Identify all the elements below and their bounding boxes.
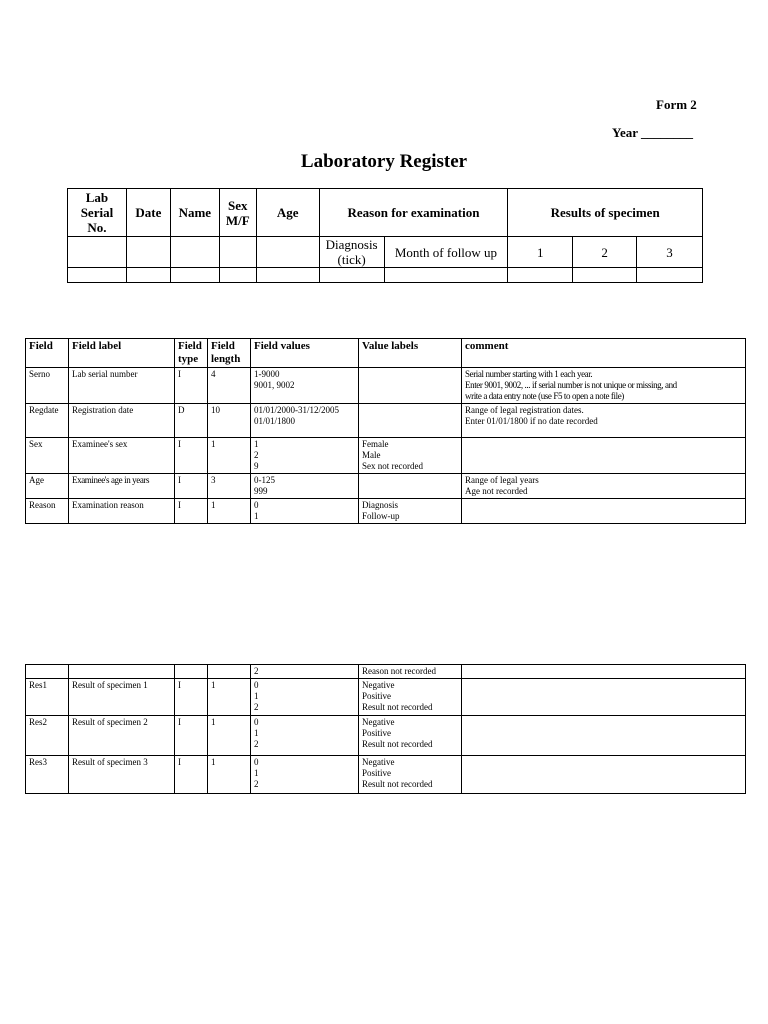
cell-field bbox=[26, 665, 69, 679]
col-lab-serial: Lab Serial No. bbox=[68, 189, 127, 237]
cell-value-labels: Reason not recorded bbox=[359, 665, 462, 679]
cell-field: Serno bbox=[26, 368, 69, 404]
sub-result-1: 1 bbox=[508, 237, 573, 268]
col-date: Date bbox=[126, 189, 170, 237]
register-cell[interactable] bbox=[573, 268, 637, 283]
cell-length: 1 bbox=[208, 716, 251, 756]
cell-values: 0 1 2 bbox=[251, 716, 359, 756]
table-row bbox=[26, 756, 746, 794]
cell-value-labels: Negative Positive Result not recorded bbox=[359, 679, 462, 716]
cell-value-labels: Negative Positive Result not recorded bbox=[359, 756, 462, 794]
cell-length: 1 bbox=[208, 679, 251, 716]
cell-type: I bbox=[175, 499, 208, 524]
register-cell[interactable] bbox=[126, 268, 170, 283]
register-cell[interactable] bbox=[170, 237, 219, 268]
header-value-labels: Value labels bbox=[359, 339, 462, 368]
table-row bbox=[26, 679, 746, 716]
table-row bbox=[26, 474, 746, 499]
cell-type: I bbox=[175, 368, 208, 404]
cell-field: Regdate bbox=[26, 404, 69, 438]
cell-values: 1-9000 9001, 9002 bbox=[251, 368, 359, 404]
cell-comment: Range of legal years Age not recorded bbox=[462, 474, 746, 499]
cell-field: Age bbox=[26, 474, 69, 499]
cell-value-labels bbox=[359, 474, 462, 499]
cell-value-labels bbox=[359, 404, 462, 438]
sub-result-2: 2 bbox=[573, 237, 637, 268]
register-cell[interactable] bbox=[170, 268, 219, 283]
header-field-label: Field label bbox=[69, 339, 175, 368]
form-number: Form 2 bbox=[656, 97, 697, 112]
cell-label: Result of specimen 3 bbox=[69, 756, 175, 794]
cell-field: Reason bbox=[26, 499, 69, 524]
cell-length: 1 bbox=[208, 499, 251, 524]
register-cell[interactable] bbox=[319, 268, 384, 283]
register-cell[interactable] bbox=[637, 268, 703, 283]
col-name: Name bbox=[170, 189, 219, 237]
cell-label: Result of specimen 2 bbox=[69, 716, 175, 756]
col-reason: Reason for examination bbox=[319, 189, 508, 237]
cell-field: Res1 bbox=[26, 679, 69, 716]
cell-field: Sex bbox=[26, 438, 69, 474]
cell-comment bbox=[462, 716, 746, 756]
cell-value-labels bbox=[359, 368, 462, 404]
cell-label bbox=[69, 665, 175, 679]
register-cell[interactable] bbox=[68, 237, 127, 268]
cell-type: I bbox=[175, 716, 208, 756]
table-row bbox=[26, 368, 746, 404]
cell-label: Examination reason bbox=[69, 499, 175, 524]
header-field-type: Field type bbox=[175, 339, 208, 368]
sub-diagnosis: Diagnosis (tick) bbox=[319, 237, 384, 268]
table-row bbox=[26, 499, 746, 524]
cell-label: Examinee's sex bbox=[69, 438, 175, 474]
cell-label: Lab serial number bbox=[69, 368, 175, 404]
register-cell[interactable] bbox=[256, 237, 319, 268]
cell-comment: Serial number starting with 1 each year. Enter 9001, 9002, ... if serial number is not unique or missing, and write a data entry note (use F5 to open a note file) bbox=[462, 368, 746, 404]
cell-length: 1 bbox=[208, 756, 251, 794]
cell-length bbox=[208, 665, 251, 679]
header-field-values: Field values bbox=[251, 339, 359, 368]
register-cell[interactable] bbox=[219, 268, 256, 283]
col-results: Results of specimen bbox=[508, 189, 703, 237]
cell-type bbox=[175, 665, 208, 679]
sub-month-follow-up: Month of follow up bbox=[384, 237, 508, 268]
cell-comment bbox=[462, 665, 746, 679]
header-field: Field bbox=[26, 339, 69, 368]
cell-value-labels: Negative Positive Result not recorded bbox=[359, 716, 462, 756]
cell-type: D bbox=[175, 404, 208, 438]
cell-label: Result of specimen 1 bbox=[69, 679, 175, 716]
register-cell[interactable] bbox=[508, 268, 573, 283]
cell-value-labels: Female Male Sex not recorded bbox=[359, 438, 462, 474]
cell-type: I bbox=[175, 438, 208, 474]
codebook-table bbox=[25, 338, 746, 524]
cell-comment bbox=[462, 499, 746, 524]
cell-comment bbox=[462, 756, 746, 794]
codebook-table-continued bbox=[25, 664, 746, 794]
table-row bbox=[26, 404, 746, 438]
cell-label: Examinee's age in years bbox=[69, 474, 175, 499]
register-cell[interactable] bbox=[256, 268, 319, 283]
cell-value-labels: Diagnosis Follow-up bbox=[359, 499, 462, 524]
col-sex: Sex M/F bbox=[219, 189, 256, 237]
cell-values: 0 1 bbox=[251, 499, 359, 524]
sub-result-3: 3 bbox=[637, 237, 703, 268]
cell-comment bbox=[462, 679, 746, 716]
cell-field: Res2 bbox=[26, 716, 69, 756]
cell-values: 01/01/2000-31/12/2005 01/01/1800 bbox=[251, 404, 359, 438]
table-row bbox=[26, 716, 746, 756]
register-cell[interactable] bbox=[219, 237, 256, 268]
cell-length: 3 bbox=[208, 474, 251, 499]
cell-comment bbox=[462, 438, 746, 474]
cell-comment: Range of legal registration dates. Enter 01/01/1800 if no date recorded bbox=[462, 404, 746, 438]
cell-type: I bbox=[175, 756, 208, 794]
header-field-length: Field length bbox=[208, 339, 251, 368]
register-cell[interactable] bbox=[68, 268, 127, 283]
cell-length: 10 bbox=[208, 404, 251, 438]
cell-type: I bbox=[175, 474, 208, 499]
cell-values: 2 bbox=[251, 665, 359, 679]
register-table bbox=[67, 188, 703, 283]
year-field: Year ________ bbox=[612, 125, 694, 140]
cell-field: Res3 bbox=[26, 756, 69, 794]
page-title: Laboratory Register bbox=[300, 151, 468, 172]
register-cell[interactable] bbox=[126, 237, 170, 268]
cell-length: 1 bbox=[208, 438, 251, 474]
cell-label: Registration date bbox=[69, 404, 175, 438]
table-row bbox=[26, 665, 746, 679]
header-comment: comment bbox=[462, 339, 746, 368]
register-cell[interactable] bbox=[384, 268, 508, 283]
table-row bbox=[26, 438, 746, 474]
col-age: Age bbox=[256, 189, 319, 237]
cell-values: 0 1 2 bbox=[251, 756, 359, 794]
cell-values: 1 2 9 bbox=[251, 438, 359, 474]
cell-values: 0-125 999 bbox=[251, 474, 359, 499]
cell-values: 0 1 2 bbox=[251, 679, 359, 716]
cell-type: I bbox=[175, 679, 208, 716]
cell-length: 4 bbox=[208, 368, 251, 404]
